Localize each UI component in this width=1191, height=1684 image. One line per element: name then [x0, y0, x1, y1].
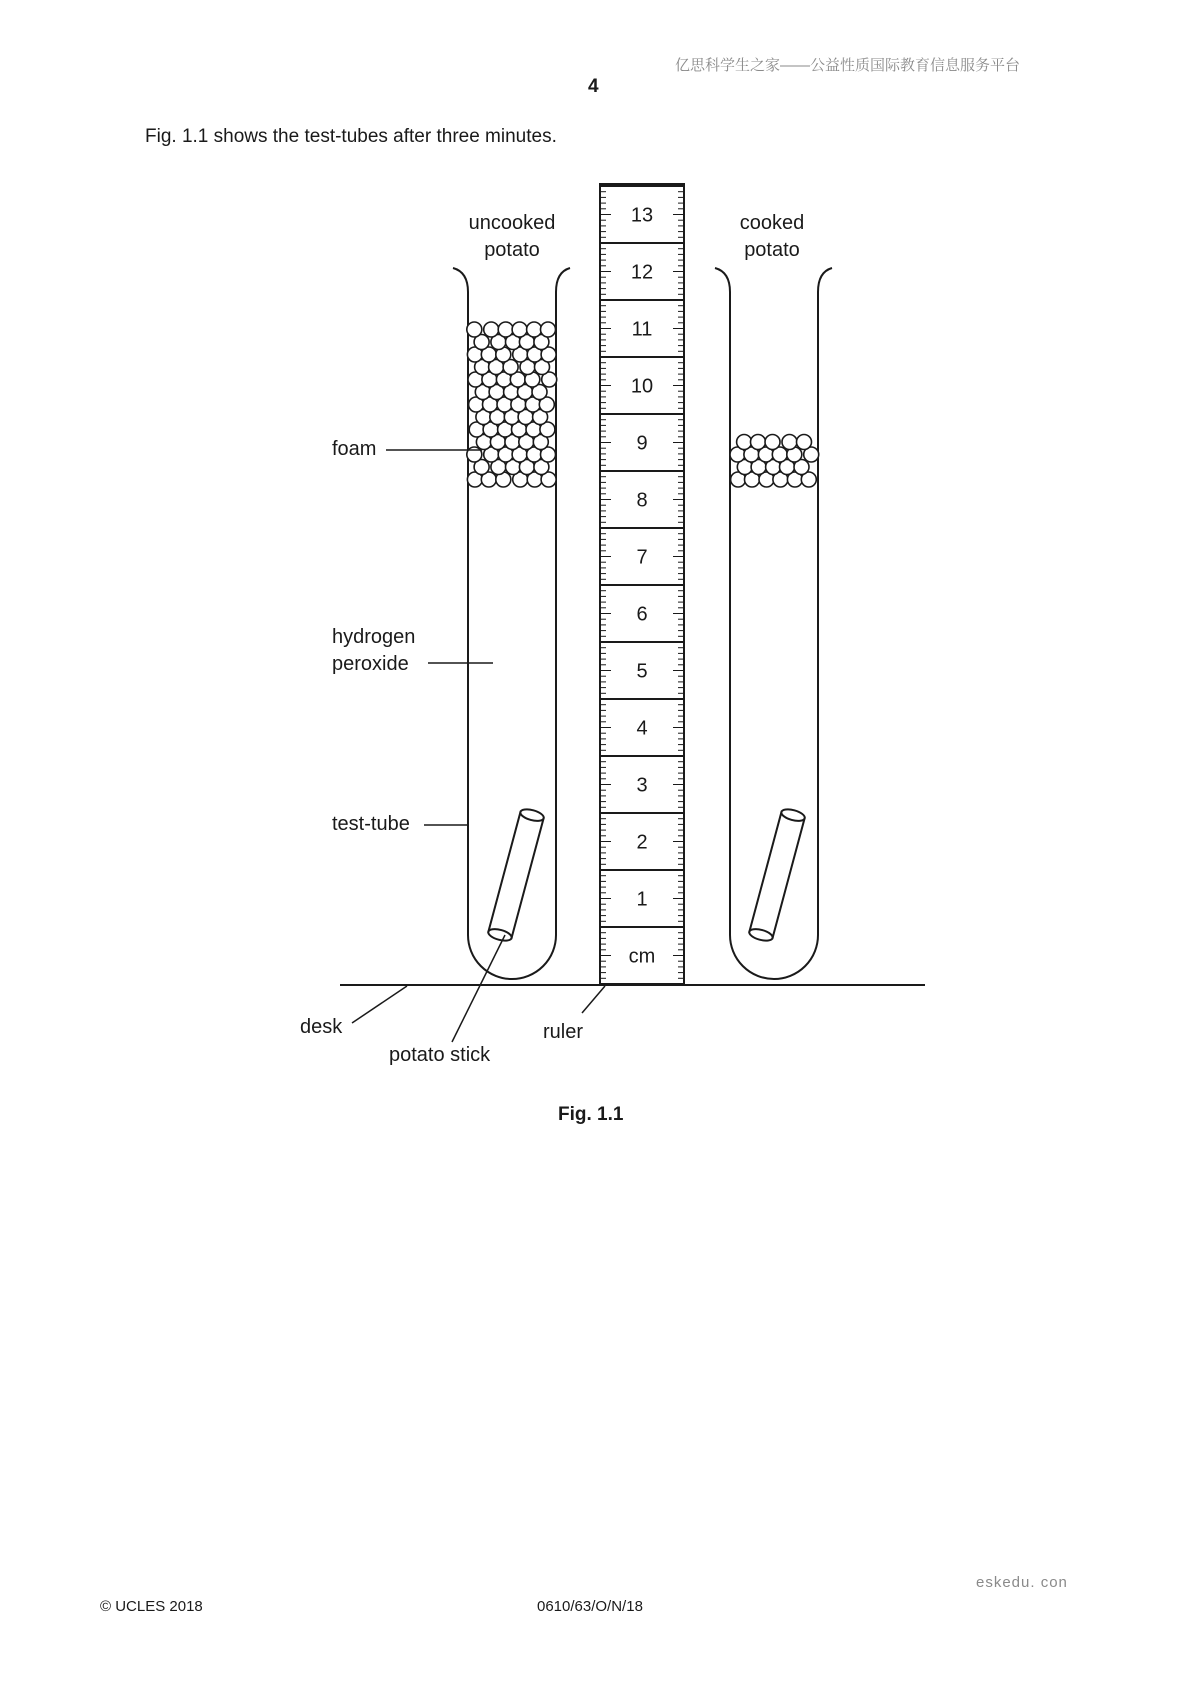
ruler-number: 13 [630, 204, 654, 227]
ruler-number: 7 [636, 546, 648, 569]
potato-stick-leader-line [452, 935, 505, 1042]
ruler-leader-line [582, 986, 605, 1013]
ruler-number: 6 [636, 603, 648, 626]
foam-bubble [527, 322, 542, 337]
label-peroxide: peroxide [332, 653, 409, 675]
label-potato-stick: potato stick [389, 1044, 491, 1066]
figure-caption: Fig. 1.1 [558, 1104, 624, 1125]
foam-bubble [467, 322, 482, 337]
foam-bubble [797, 435, 812, 450]
ruler-number: 4 [636, 717, 648, 740]
label-cooked: cooked [739, 212, 805, 234]
ruler-number: 8 [636, 489, 648, 512]
ruler-number: 2 [636, 831, 648, 854]
desk-leader-line [352, 986, 407, 1023]
foam-bubble [541, 322, 556, 337]
header-site-text: 亿思科学生之家——公益性质国际教育信息服务平台 [675, 57, 1021, 74]
foam-bubble [484, 322, 499, 337]
uncooked-foam [467, 322, 557, 487]
label-foam: foam [332, 438, 377, 460]
ruler [600, 184, 684, 984]
foam-bubble [512, 322, 527, 337]
ruler-number: 5 [636, 660, 648, 683]
label-desk: desk [300, 1016, 343, 1038]
foam-bubble [498, 322, 513, 337]
ruler-unit-label: cm [628, 945, 656, 968]
foam-bubble [782, 435, 797, 450]
foam-bubble [737, 435, 752, 450]
uncooked-potato-stick [487, 807, 545, 943]
label-uncooked-potato: potato [484, 239, 540, 261]
footer-watermark: eskedu. con [976, 1574, 1068, 1591]
label-cooked-potato: potato [744, 239, 800, 261]
ruler-number: 11 [631, 318, 653, 341]
foam-bubble [765, 435, 780, 450]
ruler-number: 1 [636, 888, 648, 911]
footer-code: 0610/63/O/N/18 [537, 1598, 643, 1615]
ruler-number: 3 [636, 774, 648, 797]
intro-text: Fig. 1.1 shows the test-tubes after three minutes. [145, 126, 557, 147]
foam-bubble [751, 435, 766, 450]
label-hydrogen: hydrogen [332, 626, 416, 648]
page-number: 4 [588, 76, 599, 97]
label-ruler: ruler [543, 1021, 584, 1043]
cooked-potato-stick [748, 807, 806, 943]
label-uncooked: uncooked [468, 212, 556, 234]
cooked-foam [730, 435, 819, 488]
footer-copyright: © UCLES 2018 [100, 1598, 203, 1615]
label-test-tube: test-tube [332, 813, 410, 835]
ruler-number: 9 [636, 432, 648, 455]
ruler-number: 10 [630, 375, 654, 398]
ruler-number: 12 [630, 261, 654, 284]
